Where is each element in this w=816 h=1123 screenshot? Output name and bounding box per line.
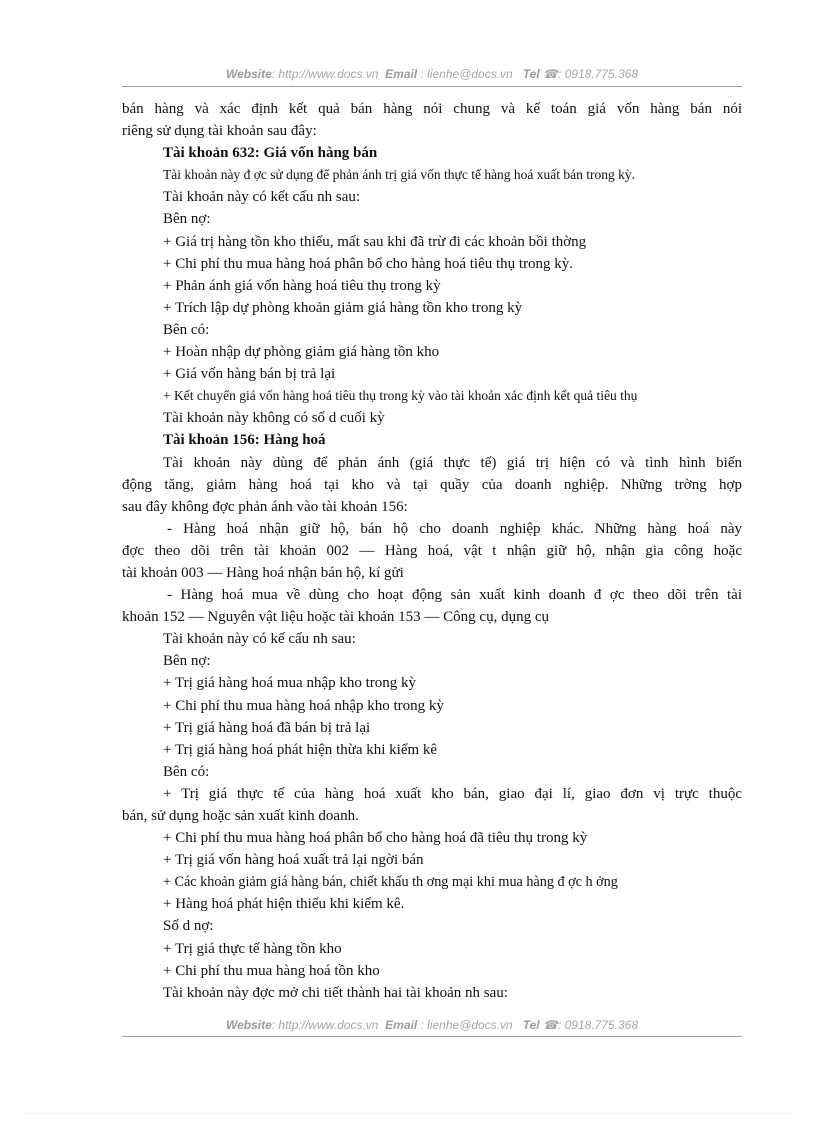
section-heading-156: Tài khoản 156: Hàng hoá bbox=[163, 432, 326, 449]
body-line-13: + Giá vốn hàng bán bị trả lại bbox=[163, 366, 336, 383]
body-line-14: + Kết chuyển giá vốn hàng hoá tiêu thụ trong kỳ vào tài khoản xác định kết quả tiêu thụ bbox=[163, 388, 638, 404]
footer-rule bbox=[122, 1036, 742, 1037]
body-line-24: khoản 152 — Nguyên vật liệu hoặc tài khoản 153 — Công cụ, dụng cụ bbox=[122, 609, 550, 626]
body-line-6: Bên nợ: bbox=[163, 211, 211, 228]
body-line-2: riêng sử dụng tài khoản sau đây: bbox=[122, 123, 317, 140]
body-line-10: + Trích lập dự phòng khoản giảm giá hàng tồn kho trong kỳ bbox=[163, 299, 523, 316]
header-website-value: : http://www.docs.vn bbox=[271, 67, 379, 81]
document-body bbox=[122, 98, 742, 1004]
section-heading-632: Tài khoản 632: Giá vốn hàng bán bbox=[163, 145, 378, 162]
body-line-26: Bên nợ: bbox=[163, 653, 211, 670]
body-line-18: động tăng, giảm hàng hoá tại kho và tại quầy của doanh nghiệp. Những trờng hợp bbox=[122, 476, 742, 493]
body-line-22: tài khoản 003 — Hàng hoá nhận bán hộ, kí gửi bbox=[122, 564, 404, 581]
body-line-21: đợc theo dõi trên tài khoản 002 — Hàng hoá, vật t nhận giữ hộ, nhận gia công hoặc bbox=[122, 542, 742, 559]
header-rule bbox=[122, 86, 742, 87]
body-line-5: Tài khoản này có kết cấu nh sau: bbox=[163, 189, 361, 206]
body-line-27: + Trị giá hàng hoá mua nhập kho trong kỳ bbox=[163, 675, 417, 692]
phone-icon: ☎ bbox=[543, 1018, 558, 1032]
body-line-12: + Hoàn nhập dự phòng giảm giá hàng tồn kho bbox=[163, 344, 440, 361]
page-header bbox=[122, 67, 742, 81]
body-line-40: + Chi phí thu mua hàng hoá tồn kho bbox=[163, 962, 380, 979]
body-line-37: + Hàng hoá phát hiện thiếu khi kiểm kê. bbox=[163, 896, 405, 913]
page-footer bbox=[122, 1018, 742, 1032]
header-website-label: Website bbox=[225, 67, 272, 81]
body-line-33: bán, sử dụng hoặc sản xuất kinh doanh. bbox=[122, 808, 359, 824]
body-line-25: Tài khoản này có kế cấu nh sau: bbox=[163, 631, 356, 648]
footer-website-label: Website bbox=[225, 1018, 272, 1032]
body-line-17: Tài khoản này dùng để phản ánh (giá thực tế) giá trị hiện có và tình hình biến bbox=[163, 454, 742, 471]
body-line-20: - Hàng hoá nhận giữ hộ, bán hộ cho doanh nghiệp khác. Những hàng hoá này bbox=[167, 520, 742, 537]
body-line-39: + Trị giá thực tế hàng tồn kho bbox=[163, 940, 342, 957]
body-line-1: bán hàng và xác định kết quả bán hàng nói chung và kế toán giá vốn hàng bán nói bbox=[122, 101, 742, 117]
header-email-value: : lienhe@docs.vn bbox=[420, 67, 513, 81]
body-line-19: sau đây không đợc phản ánh vào tài khoản 156: bbox=[122, 498, 408, 515]
body-line-35: + Trị giá vốn hàng hoá xuất trả lại ngời bán bbox=[163, 852, 424, 869]
body-line-28: + Chi phí thu mua hàng hoá nhập kho trong kỳ bbox=[163, 697, 444, 714]
body-line-15: Tài khoản này không có số d cuối kỳ bbox=[163, 410, 385, 427]
header-tel-value: : 0918.775.368 bbox=[557, 67, 639, 81]
body-line-34: + Chi phí thu mua hàng hoá phân bổ cho hàng hoá đã tiêu thụ trong kỳ bbox=[163, 830, 588, 847]
body-line-23: - Hàng hoá mua về dùng cho hoạt động sản xuất kinh doanh đ ợc theo dõi trên tài bbox=[167, 587, 742, 604]
footer-tel-label: Tel bbox=[522, 1018, 540, 1032]
body-line-30: + Trị giá hàng hoá phát hiện thừa khi kiểm kê bbox=[163, 741, 438, 758]
body-line-41: Tài khoản này đợc mở chi tiết thành hai tài khoản nh sau: bbox=[163, 984, 508, 1001]
body-line-32: + Trị giá thực tế của hàng hoá xuất kho bán, giao đại lí, giao đơn vị trực thuộc bbox=[163, 785, 742, 802]
page-edge-divider bbox=[25, 1113, 791, 1114]
header-tel-label: Tel bbox=[522, 67, 540, 81]
body-line-31: Bên có: bbox=[163, 763, 210, 780]
body-line-4: Tài khoản này đ ợc sử dụng để phản ánh trị giá vốn thực tế hàng hoá xuất bán trong kỳ. bbox=[163, 167, 636, 183]
body-line-8: + Chi phí thu mua hàng hoá phân bổ cho hàng hoá tiêu thụ trong kỳ. bbox=[163, 255, 574, 272]
body-line-38: Số d nợ: bbox=[163, 918, 214, 935]
phone-icon: ☎ bbox=[543, 67, 558, 81]
body-line-36: + Các khoản giảm giá hàng bán, chiết khấu th ơng mại khi mua hàng đ ợc h ởng bbox=[163, 874, 618, 891]
footer-email-value: : lienhe@docs.vn bbox=[420, 1018, 513, 1032]
body-line-9: + Phản ánh giá vốn hàng hoá tiêu thụ trong kỳ bbox=[163, 277, 441, 294]
header-email-label: Email bbox=[385, 67, 418, 81]
body-line-29: + Trị giá hàng hoá đã bán bị trả lại bbox=[163, 719, 371, 736]
footer-email-label: Email bbox=[385, 1018, 418, 1032]
footer-tel-value: : 0918.775.368 bbox=[557, 1018, 639, 1032]
body-line-11: Bên có: bbox=[163, 321, 210, 338]
footer-website-value: : http://www.docs.vn bbox=[271, 1018, 379, 1032]
body-line-7: + Giá trị hàng tồn kho thiếu, mất sau khi đã trừ đi các khoản bồi thờng bbox=[163, 233, 587, 250]
